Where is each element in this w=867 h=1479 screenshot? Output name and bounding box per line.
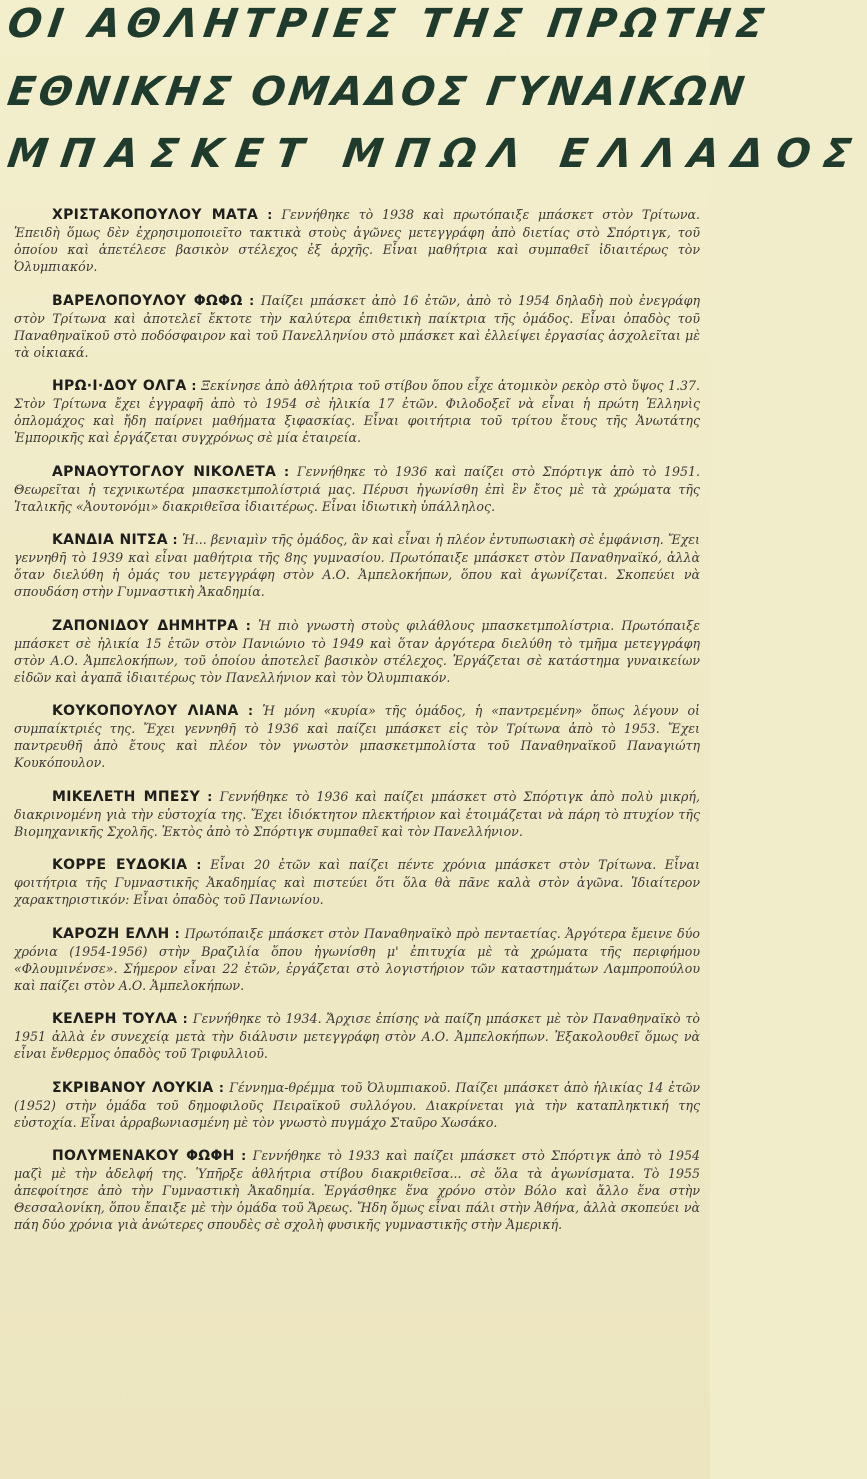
player-name: ΣΚΡΙΒΑΝΟΥ ΛΟΥΚΙΑ — [52, 1079, 214, 1096]
player-bio: ΗΡΩ·Ι·ΔΟΥ ΟΛΓΑ : Ξεκίνησε ἀπὸ ἀθλήτρια τοῦ στίβου ὅπου εἶχε ἀτομικὸν ρεκὸρ στὸ ὕψος 1.37. Στὸν Τρίτωνα ἔχει ἐγγραφῆ ἀπὸ τὸ 1954 σὲ ἡλικία 17 ἐτῶν. Φιλοδοξεῖ νὰ εἶναι ἡ πρώτη Ἑλληνὶς ὁπλομάχος καὶ ἤδη παίρνει μαθήματα ξιφασκίας. Εἶναι φοιτήτρια τοῦ τρίτου ἔτους τῆς Ἀνωτάτης Ἐμπορικῆς καὶ ἐργάζεται συγχρόνως σὲ μία ἑταιρεία. — [14, 378, 700, 445]
player-description: Ἡ... βενιαμὶν τῆς ὁμάδος, ἂν καὶ εἶναι ἡ πλέον ἐντυπωσιακὴ σὲ ἐμφάνιση. Ἔχει γεννηθῆ τὸ 1939 καὶ εἶναι μαθήτρια τῆς 8ης γυμνασίου. Πρωτόπαιξε μπάσκετ στὸν Παναθηναϊκό, ἀλλὰ ὅταν διελύθη ἡ ὁμάς του μετεγγράφη στὸν Α.Ο. Ἀμπελοκήπων, ὅπου καὶ ἀγωνίζεται. Σκοπεύει νὰ σπουδάση στὴν Γυμναστικὴ Ἀκαδημία. — [14, 532, 700, 599]
player-description: Ἡ πιὸ γνωστὴ στοὺς φιλάθλους μπασκετμπολίστρια. Πρωτόπαιξε μπάσκετ σὲ ἡλικία 15 ἐτῶν στὸν Πανιώνιο τὸ 1949 καὶ ὅταν ἀργότερα διελύθη τὸ τμῆμα μετεγγράφη στὸν Α.Ο. Ἀμπελοκήπων, τοῦ ὁποίου ἀποτελεῖ βασικὸν στέλεχος. Ἐργάζεται σὲ κατάστημα γυναικείων εἰδῶν καὶ ἀγαπᾶ ἰδιαιτέρως τὸν Πανελλήνιον καὶ τὸν Ὀλυμπιακόν. — [14, 617, 700, 685]
player-description: Γεννήθηκε τὸ 1936 καὶ παίζει στὸ Σπόρτιγκ ἀπὸ τὸ 1951. Θεωρεῖται ἡ τεχνικωτέρα μπασκετμπολίστριά μας. Πέρυσι ἠγωνίσθη ἐπὶ ἓν ἔτος μὲ τὰ χρώματα τῆς Ἰταλικῆς «Ἀουτονόμι» διακριθεῖσα ἰδιαιτέρως. Εἶναι ἰδιωτικὴ ὑπάλληλος. — [14, 463, 700, 514]
player-name: ΚΟΡΡΕ ΕΥΔΟΚΙΑ — [52, 857, 188, 873]
player-description: Γέννημα-θρέμμα τοῦ Ὀλυμπιακοῦ. Παίζει μπάσκετ ἀπὸ ἡλικίας 14 ἐτῶν (1952) στὴν ὁμάδα τοῦ δημοφιλοῦς Πειραϊκοῦ συλλόγου. Διακρίνεται γιὰ τὴν καταπληκτική της εὐστοχία. Εἶναι ἀρραβωνιασμένη μὲ τὸν γνωστὸ πυγμάχο Σταῦρο Χωσάκο. — [14, 1079, 700, 1130]
player-bio: ΣΚΡΙΒΑΝΟΥ ΛΟΥΚΙΑ : Γέννημα-θρέμμα τοῦ Ὀλυμπιακοῦ. Παίζει μπάσκετ ἀπὸ ἡλικίας 14 ἐτῶν (1952) στὴν ὁμάδα τοῦ δημοφιλοῦς Πειραϊκοῦ συλλόγου. Διακρίνεται γιὰ τὴν καταπληκτική της εὐστοχία. Εἶναι ἀρραβωνιασμένη μὲ τὸν γνωστὸ πυγμάχο Σταῦρο Χωσάκο. — [14, 1079, 700, 1130]
player-bio: ΒΑΡΕΛΟΠΟΥΛΟΥ ΦΩΦΩ : Παίζει μπάσκετ ἀπὸ 16 ἐτῶν, ἀπὸ τὸ 1954 δηλαδὴ ποὺ ἐνεγράφη στὸν Τρίτωνα καὶ ἀποτελεῖ ἔκτοτε τὴν καλύτερα ἐπιθετικὴ παίκτρια τῆς ὁμάδος. Εἶναι ὀπαδὸς τοῦ Παναθηναϊκοῦ στὸ ποδόσφαιρον καὶ τοῦ Πανελληνίου στὸ μπάσκετ καὶ ἐλλείψει ἐργασίας ἀσχολεῖται μὲ τὰ οἰκιακά. — [14, 292, 700, 360]
player-description: Γεννήθηκε τὸ 1938 καὶ πρωτόπαιξε μπάσκετ στὸν Τρίτωνα. Ἐπειδὴ ὅμως δὲν ἐχρησιμοποιεῖτο τακτικὰ στοὺς ἀγῶνες μετεγγράφη ἀπὸ διετίας στὸ Σπόρτιγκ, τοῦ ὁποίου καὶ ἀπετέλεσε βασικὸν στέλεχος ἐξ ἀρχῆς. Εἶναι μαθήτρια καὶ συμπαθεῖ ἰδιαιτέρως τὸν Ὀλυμπιακόν. — [14, 207, 700, 274]
player-name: ΚΕΛΕΡΗ ΤΟΥΛΑ — [52, 1011, 178, 1027]
player-bio: ΚΑΝΔΙΑ ΝΙΤΣΑ : Ἡ... βενιαμὶν τῆς ὁμάδος, ἂν καὶ εἶναι ἡ πλέον ἐντυπωσιακὴ σὲ ἐμφάνιση. Ἔχει γεννηθῆ τὸ 1939 καὶ εἶναι μαθήτρια τῆς 8ης γυμνασίου. Πρωτόπαιξε μπάσκετ στὸν Παναθηναϊκό, ἀλλὰ ὅταν διελύθη ἡ ὁμάς του μετεγγράφη στὸν Α.Ο. Ἀμπελοκήπων, ὅπου καὶ ἀγωνίζεται. Σκοπεύει νὰ σπουδάση στὴν Γυμναστικὴ Ἀκαδημία. — [14, 532, 700, 599]
player-name: ΒΑΡΕΛΟΠΟΥΛΟΥ ΦΩΦΩ — [52, 292, 243, 309]
player-name: ΖΑΠΟΝΙΔΟΥ ΔΗΜΗΤΡΑ — [52, 617, 239, 634]
player-description: Γεννήθηκε τὸ 1936 καὶ παίζει μπάσκετ στὸ Σπόρτιγκ ἀπὸ πολὺ μικρή, διακρινομένη γιὰ τὴν εὐστοχία της. Ἔχει ἰδιόκτητον πλεκτήριον καὶ ἑτοιμάζεται νὰ πάρη τὸ πτυχίον τῆς Βιομηχανικῆς Σχολῆς. Ἐκτὸς ἀπὸ τὸ Σπόρτιγκ συμπαθεῖ καὶ τὸν Πανελλήνιον. — [14, 788, 700, 839]
player-name: ΚΑΝΔΙΑ ΝΙΤΣΑ — [52, 532, 168, 548]
player-bios — [14, 206, 700, 1250]
headline-line-2: ΕΘΝΙΚΗΣ ΟΜΑΔΟΣ ΓΥΝΑΙΚΩΝ — [4, 69, 751, 115]
player-description: Παίζει μπάσκετ ἀπὸ 16 ἐτῶν, ἀπὸ τὸ 1954 δηλαδὴ ποὺ ἐνεγράφη στὸν Τρίτωνα καὶ ἀποτελεῖ ἔκτοτε τὴν καλύτερα ἐπιθετικὴ παίκτρια τῆς ὁμάδος. Εἶναι ὀπαδὸς τοῦ Παναθηναϊκοῦ στὸ ποδόσφαιρον καὶ τοῦ Πανελληνίου στὸ μπάσκετ καὶ ἐλλείψει ἐργασίας ἀσχολεῖται μὲ τὰ οἰκιακά. — [14, 292, 700, 360]
player-bio: ΠΟΛΥΜΕΝΑΚΟΥ ΦΩΦΗ : Γεννήθηκε τὸ 1933 καὶ παίζει μπάσκετ στὸ Σπόρτιγκ ἀπὸ τὸ 1954 μαζὶ μὲ τὴν ἀδελφή της. Ὑπῆρξε ἀθλήτρια στίβου διακριθεῖσα... σὲ ὅλα τὰ ἀγωνίσματα. Τὸ 1955 ἀπεφοίτησε ἀπὸ τὴν Γυμναστικὴ Ἀκαδημία. Ἐργάσθηκε ἕνα χρόνο στὸν Βόλο καὶ ἄλλο ἕνα στὴν Θεσσαλονίκη, ὅπου ἔπαιξε μὲ τὴν ὁμάδα τοῦ Ἄρεως. Ἤδη ὅμως εἶναι πάλι στὴν Ἀθήνα, ἀλλὰ σκοπεύει νὰ πάη δύο χρόνια γιὰ ἀνώτερες σπουδὲς σὲ σχολὴ φυσικῆς γυμναστικῆς στὴν Ἀμερική. — [14, 1148, 700, 1232]
player-name: ΠΟΛΥΜΕΝΑΚΟΥ ΦΩΦΗ — [52, 1148, 235, 1164]
headline-line-3: ΜΠΑΣΚΕΤ ΜΠΩΛ ΕΛΛΑΔΟΣ — [4, 131, 867, 177]
player-name: ΗΡΩ·Ι·ΔΟΥ ΟΛΓΑ — [52, 378, 187, 394]
player-name: ΑΡΝΑΟΥΤΟΓΛΟΥ ΝΙΚΟΛΕΤΑ — [52, 463, 277, 480]
player-description: Γεννήθηκε τὸ 1934. Ἄρχισε ἐπίσης νὰ παίζη μπάσκετ μὲ τὸν Παναθηναϊκὸ τὸ 1951 ἀλλὰ ἐν συνεχείᾳ μετὰ τὴν διάλυσιν μετεγγράφη στὸν Α.Ο. Ἀμπελοκήπων. Ἐξακολουθεῖ ὅμως νὰ εἶναι ἔνθερμος ὀπαδὸς τοῦ Τριφυλλιοῦ. — [14, 1011, 700, 1061]
player-bio: ΖΑΠΟΝΙΔΟΥ ΔΗΜΗΤΡΑ : Ἡ πιὸ γνωστὴ στοὺς φιλάθλους μπασκετμπολίστρια. Πρωτόπαιξε μπάσκετ σὲ ἡλικία 15 ἐτῶν στὸν Πανιώνιο τὸ 1949 καὶ ὅταν ἀργότερα διελύθη τὸ τμῆμα μετεγγράφη στὸν Α.Ο. Ἀμπελοκήπων, τοῦ ὁποίου ἀποτελεῖ βασικὸν στέλεχος. Ἐργάζεται σὲ κατάστημα γυναικείων εἰδῶν καὶ ἀγαπᾶ ἰδιαιτέρως τὸν Πανελλήνιον καὶ τὸν Ὀλυμπιακόν. — [14, 617, 700, 685]
player-bio: ΚΕΛΕΡΗ ΤΟΥΛΑ : Γεννήθηκε τὸ 1934. Ἄρχισε ἐπίσης νὰ παίζη μπάσκετ μὲ τὸν Παναθηναϊκὸ τὸ 1951 ἀλλὰ ἐν συνεχείᾳ μετὰ τὴν διάλυσιν μετεγγράφη στὸν Α.Ο. Ἀμπελοκήπων. Ἐξακολουθεῖ ὅμως νὰ εἶναι ἔνθερμος ὀπαδὸς τοῦ Τριφυλλιοῦ. — [14, 1011, 700, 1061]
player-bio: ΚΟΡΡΕ ΕΥΔΟΚΙΑ : Εἶναι 20 ἐτῶν καὶ παίζει πέντε χρόνια μπάσκετ στὸν Τρίτωνα. Εἶναι φοιτήτρια τῆς Γυμναστικῆς Ἀκαδημίας καὶ πιστεύει ὅτι ὅλα θὰ πᾶνε καλὰ στὸν ἀγῶνα. Ἰδιαίτερον χαρακτηριστικόν: Εἶναι ὀπαδὸς τοῦ Πανιωνίου. — [14, 857, 700, 907]
player-description: Εἶναι 20 ἐτῶν καὶ παίζει πέντε χρόνια μπάσκετ στὸν Τρίτωνα. Εἶναι φοιτήτρια τῆς Γυμναστικῆς Ἀκαδημίας καὶ πιστεύει ὅτι ὅλα θὰ πᾶνε καλὰ στὸν ἀγῶνα. Ἰδιαίτερον χαρακτηριστικόν: Εἶναι ὀπαδὸς τοῦ Πανιωνίου. — [14, 857, 700, 907]
player-bio: ΜΙΚΕΛΕΤΗ ΜΠΕΣΥ : Γεννήθηκε τὸ 1936 καὶ παίζει μπάσκετ στὸ Σπόρτιγκ ἀπὸ πολὺ μικρή, διακρινομένη γιὰ τὴν εὐστοχία της. Ἔχει ἰδιόκτητον πλεκτήριον καὶ ἑτοιμάζεται νὰ πάρη τὸ πτυχίον τῆς Βιομηχανικῆς Σχολῆς. Ἐκτὸς ἀπὸ τὸ Σπόρτιγκ συμπαθεῖ καὶ τὸν Πανελλήνιον. — [14, 788, 700, 839]
player-bio: ΑΡΝΑΟΥΤΟΓΛΟΥ ΝΙΚΟΛΕΤΑ : Γεννήθηκε τὸ 1936 καὶ παίζει στὸ Σπόρτιγκ ἀπὸ τὸ 1951. Θεωρεῖται ἡ τεχνικωτέρα μπασκετμπολίστριά μας. Πέρυσι ἠγωνίσθη ἐπὶ ἓν ἔτος μὲ τὰ χρώματα τῆς Ἰταλικῆς «Ἀουτονόμι» διακριθεῖσα ἰδιαιτέρως. Εἶναι ἰδιωτικὴ ὑπάλληλος. — [14, 463, 700, 514]
player-description: Πρωτόπαιξε μπάσκετ στὸν Παναθηναϊκὸ πρὸ πενταετίας. Ἀργότερα ἔμεινε δύο χρόνια (1954-1956) στὴν Βραζιλία ὅπου ἠγωνίσθη μ' ἐπιτυχία μὲ τὰ χρώματα τῆς περιφήμου «Φλουμινένσε». Σήμερον εἶναι 22 ἐτῶν, ἐργάζεται στὸ λογιστήριον τῶν καταστημάτων Λαμπροπούλου καὶ παίζει στὸν Α.Ο. Ἀμπελοκήπων. — [14, 925, 700, 993]
player-bio: ΧΡΙΣΤΑΚΟΠΟΥΛΟΥ ΜΑΤΑ : Γεννήθηκε τὸ 1938 καὶ πρωτόπαιξε μπάσκετ στὸν Τρίτωνα. Ἐπειδὴ ὅμως δὲν ἐχρησιμοποιεῖτο τακτικὰ στοὺς ἀγῶνες μετεγγράφη ἀπὸ διετίας στὸ Σπόρτιγκ, τοῦ ὁποίου καὶ ἀπετέλεσε βασικὸν στέλεχος ἐξ ἀρχῆς. Εἶναι μαθήτρια καὶ συμπαθεῖ ἰδιαιτέρως τὸν Ὀλυμπιακόν. — [14, 207, 700, 274]
player-bio: ΚΑΡΟΖΗ ΕΛΛΗ : Πρωτόπαιξε μπάσκετ στὸν Παναθηναϊκὸ πρὸ πενταετίας. Ἀργότερα ἔμεινε δύο χρόνια (1954-1956) στὴν Βραζιλία ὅπου ἠγωνίσθη μ' ἐπιτυχία μὲ τὰ χρώματα τῆς περιφήμου «Φλουμινένσε». Σήμερον εἶναι 22 ἐτῶν, ἐργάζεται στὸ λογιστήριον τῶν καταστημάτων Λαμπροπούλου καὶ παίζει στὸν Α.Ο. Ἀμπελοκήπων. — [14, 925, 700, 993]
player-description: Γεννήθηκε τὸ 1933 καὶ παίζει μπάσκετ στὸ Σπόρτιγκ ἀπὸ τὸ 1954 μαζὶ μὲ τὴν ἀδελφή της. Ὑπῆρξε ἀθλήτρια στίβου διακριθεῖσα... σὲ ὅλα τὰ ἀγωνίσματα. Τὸ 1955 ἀπεφοίτησε ἀπὸ τὴν Γυμναστικὴ Ἀκαδημία. Ἐργάσθηκε ἕνα χρόνο στὸν Βόλο καὶ ἄλλο ἕνα στὴν Θεσσαλονίκη, ὅπου ἔπαιξε μὲ τὴν ὁμάδα τοῦ Ἄρεως. Ἤδη ὅμως εἶναι πάλι στὴν Ἀθήνα, ἀλλὰ σκοπεύει νὰ πάη δύο χρόνια γιὰ ἀνώτερες σπουδὲς σὲ σχολὴ φυσικῆς γυμναστικῆς στὴν Ἀμερική. — [14, 1148, 700, 1232]
player-bio: ΚΟΥΚΟΠΟΥΛΟΥ ΛΙΑΝΑ : Ἡ μόνη «κυρία» τῆς ὁμάδος, ἡ «παντρεμένη» ὅπως λέγουν οἱ συμπαίκτριές της. Ἔχει γεννηθῆ τὸ 1936 καὶ παίζει μπάσκετ εἰς τὸν Τρίτωνα ἀπὸ τὸ 1953. Ἔχει παντρευθῆ ἀπὸ ἔτους καὶ πλέον τὸν γνωστὸν μπασκετμπολίστα τοῦ Παναθηναϊκοῦ Παναγιώτη Κουκόπουλον. — [14, 703, 700, 770]
player-name: ΜΙΚΕΛΕΤΗ ΜΠΕΣΥ — [52, 788, 201, 805]
player-name: ΚΑΡΟΖΗ ΕΛΛΗ — [52, 925, 170, 942]
player-name: ΚΟΥΚΟΠΟΥΛΟΥ ΛΙΑΝΑ — [52, 703, 239, 719]
player-description: Ἡ μόνη «κυρία» τῆς ὁμάδος, ἡ «παντρεμένη» ὅπως λέγουν οἱ συμπαίκτριές της. Ἔχει γεννηθῆ τὸ 1936 καὶ παίζει μπάσκετ εἰς τὸν Τρίτωνα ἀπὸ τὸ 1953. Ἔχει παντρευθῆ ἀπὸ ἔτους καὶ πλέον τὸν γνωστὸν μπασκετμπολίστα τοῦ Παναθηναϊκοῦ Παναγιώτη Κουκόπουλον. — [14, 703, 700, 770]
headline-line-1: ΟΙ ΑΘΛΗΤΡΙΕΣ ΤΗΣ ΠΡΩΤΗΣ — [4, 1, 773, 47]
player-name: ΧΡΙΣΤΑΚΟΠΟΥΛΟΥ ΜΑΤΑ — [52, 207, 259, 223]
player-description: Ξεκίνησε ἀπὸ ἀθλήτρια τοῦ στίβου ὅπου εἶχε ἀτομικὸν ρεκὸρ στὸ ὕψος 1.37. Στὸν Τρίτωνα ἔχει ἐγγραφῆ ἀπὸ τὸ 1954 σὲ ἡλικία 17 ἐτῶν. Φιλοδοξεῖ νὰ εἶναι ἡ πρώτη Ἑλληνὶς ὁπλομάχος καὶ ἤδη παίρνει μαθήματα ξιφασκίας. Εἶναι φοιτήτρια τοῦ τρίτου ἔτους τῆς Ἀνωτάτης Ἐμπορικῆς καὶ ἐργάζεται συγχρόνως σὲ μία ἑταιρεία. — [14, 378, 700, 445]
